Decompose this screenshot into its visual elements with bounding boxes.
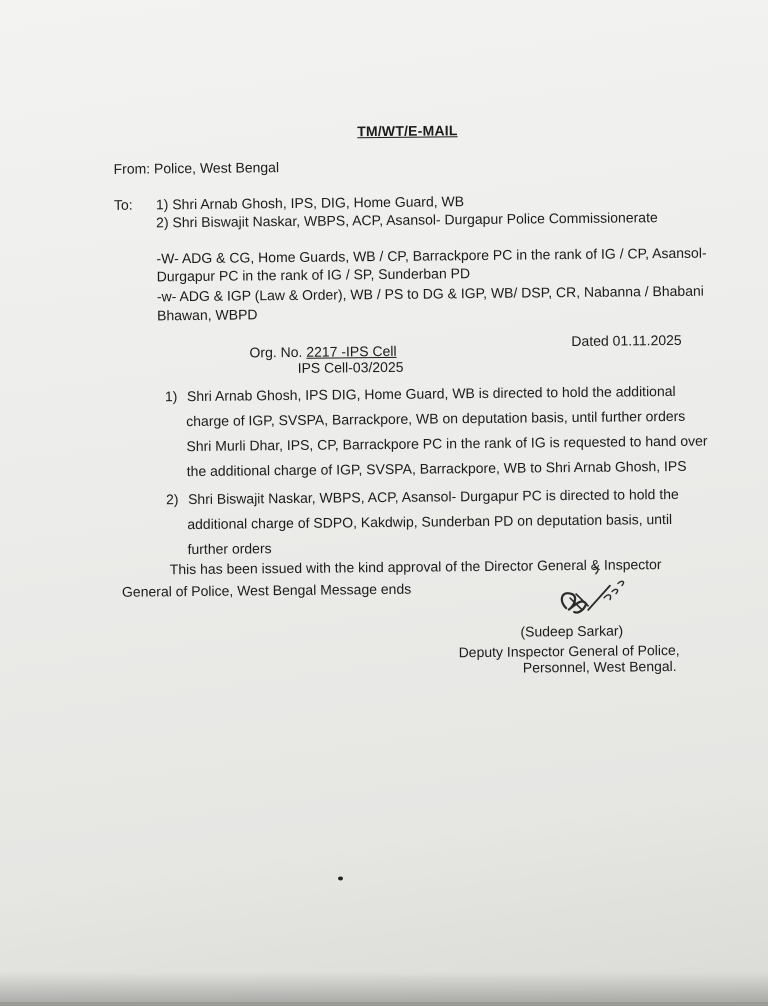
ips-cell-ref: IPS Cell-03/2025	[297, 358, 404, 376]
copy-line-3: -w- ADG & IGP (Law & Order), WB / PS to DG & IGP, WB/ DSP, CR, Nabanna / Bhabani	[156, 282, 704, 305]
closing-line-1: This has been issued with the kind approval of the Director General & Inspector	[169, 556, 662, 578]
ink-dot	[338, 876, 343, 880]
point-2-number: 2)	[165, 491, 179, 508]
point-1-line-3: Shri Murli Dhar, IPS, CP, Barrackpore PC in the rank of IG is requested to hand over	[186, 432, 708, 455]
document-heading: TM/WT/E-MAIL	[357, 122, 458, 140]
point-1-line-4: the additional charge of IGP, SVSPA, Barrackpore, WB to Shri Arnab Ghosh, IPS	[186, 457, 687, 480]
to-label: To:	[113, 196, 133, 213]
point-1-text-1: Shri Arnab Ghosh, IPS DIG, Home Guard, WB is directed to hold the additional	[186, 382, 676, 405]
copy-line-2: Durgapur PC in the rank of IG / SP, Sunderban PD	[156, 265, 471, 285]
from-line: From: Police, West Bengal	[113, 159, 280, 177]
point-1-number: 1)	[164, 388, 178, 405]
handwritten-signature	[548, 563, 649, 628]
point-2-line-3: further orders	[187, 540, 272, 558]
org-label: Org. No.	[249, 343, 303, 361]
copy-line-1: -W- ADG & CG, Home Guards, WB / CP, Barrackpore PC in the rank of IG / CP, Asansol-	[156, 244, 707, 267]
point-1-line-1	[165, 382, 676, 405]
point-2-text-1: Shri Biswajit Naskar, WBPS, ACP, Asansol- Durgapur PC is directed to hold the	[187, 485, 679, 508]
date-line: Dated 01.11.2025	[571, 331, 682, 350]
point-1-line-2: charge of IGP, SVSPA, Barrackpore, WB on deputation basis, until further orders	[186, 407, 686, 430]
recipient-1: 1) Shri Arnab Ghosh, IPS, DIG, Home Guard, WB	[155, 193, 465, 213]
signatory-title-2: Personnel, West Bengal.	[522, 657, 677, 676]
point-2-line-2: additional charge of SDPO, Kakdwip, Sunderban PD on deputation basis, until	[187, 510, 673, 533]
closing-line-2: General of Police, West Bengal Message ends	[121, 580, 412, 600]
signatory-name: (Sudeep Sarkar)	[520, 622, 624, 640]
recipient-2: 2) Shri Biswajit Naskar, WBPS, ACP, Asansol- Durgapur Police Commissionerate	[156, 209, 658, 231]
org-number: 2217 -IPS Cell	[306, 342, 397, 360]
signatory-title-1: Deputy Inspector General of Police,	[458, 641, 680, 661]
copy-line-4: Bhawan, WBPD	[157, 306, 258, 324]
point-2-line-1	[166, 485, 679, 508]
